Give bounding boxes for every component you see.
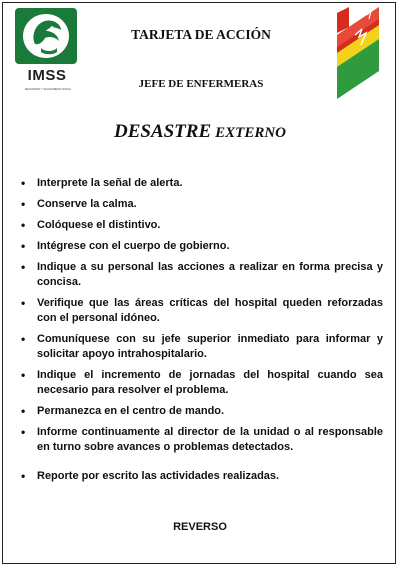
list-item: • Verifique que las áreas críticas del hospital queden reforzadas con el personal idóneo. (17, 296, 383, 326)
action-card (2, 2, 396, 564)
list-item: • Indique el incremento de jornadas del hospital cuando sea necesario para resolver el problema. (17, 368, 383, 398)
list-item: • Reporte por escrito las actividades realizadas. (17, 469, 383, 484)
list-item: • Intégrese con el cuerpo de gobierno. (17, 239, 383, 254)
role-title: JEFE DE ENFERMERAS (138, 78, 264, 90)
action-list (17, 176, 383, 490)
list-item: • Comuníquese con su jefe superior inmediato para informar y solicitar apoyo intrahospitalario. (17, 332, 383, 362)
list-item: • Colóquese el distintivo. (17, 218, 383, 233)
heading-word-2: EXTERNO (215, 125, 286, 141)
imss-logo (15, 8, 77, 98)
reverso-label: REVERSO (173, 521, 227, 533)
imss-logo-text: IMSS (27, 67, 67, 84)
list-item: • Permanezca en el centro de mando. (17, 404, 383, 419)
heading-word-1: DESASTRE (113, 121, 212, 142)
imss-logo-subtext: SEGURIDAD Y SOLIDARIDAD SOCIAL (24, 88, 72, 91)
page-title (3, 121, 397, 143)
tricolor-banner-icon (335, 5, 381, 99)
list-item: • Informe continuamente al director de la unidad o al responsable en turno sobre avances o problemas detectados. (17, 425, 383, 455)
list-item: • Indique a su personal las acciones a realizar en forma precisa y concisa. (17, 260, 383, 290)
list-item: • Interprete la señal de alerta. (17, 176, 383, 191)
card-title: TARJETA DE ACCIÓN (131, 27, 271, 42)
imss-eagle-icon (15, 8, 77, 64)
list-item: • Conserve la calma. (17, 197, 383, 212)
